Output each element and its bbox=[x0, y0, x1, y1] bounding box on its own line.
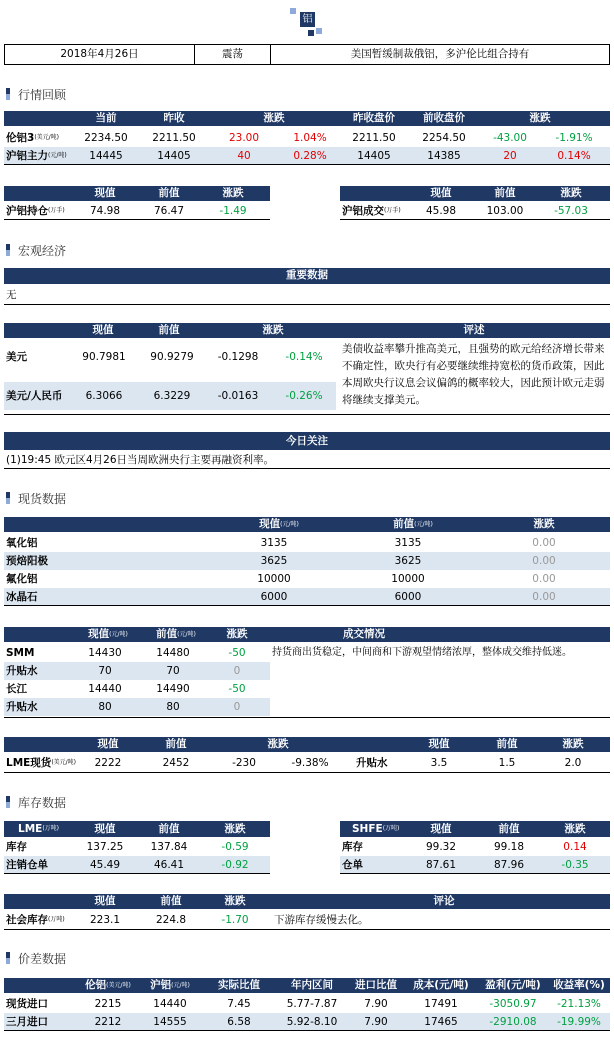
lme-stock-row: 库存 137.25 137.84 -0.59 bbox=[6, 841, 249, 853]
position-header: 现值 前值 涨跌 bbox=[4, 186, 270, 201]
lme-spot-row: LME现货$^{(美元/吨)}$ 2222 2452 -230 -9.38% 升贴水 3.5 1.5 2.0 bbox=[4, 754, 610, 773]
shfe-stock-row: 仓单 87.61 87.96 -0.35 bbox=[340, 856, 610, 874]
today-row: (1)19:45 欧元区4月26日当周欧洲央行主要再融资利率。 bbox=[4, 451, 610, 469]
report-date: 2018年4月26日 bbox=[5, 45, 195, 64]
section-stock: 库存数据 bbox=[6, 794, 66, 810]
spread-header: 伦铝$^{(美元/吨)}$ 沪铝$^{(元/吨)}$ 实际比值 年内区间 进口比值 成本(元/吨) 盈利(元/吨) 收益率(%) bbox=[4, 978, 610, 993]
today-header: 今日关注 bbox=[4, 432, 610, 450]
key-data-row: 无 bbox=[4, 286, 610, 305]
logo-char: 铝 bbox=[300, 12, 315, 27]
info-bar bbox=[4, 44, 610, 65]
market-row-lme: 伦铝$3^{(美元/吨)}$ 2234.50 2211.50 23.00 1.04% 2211.50 2254.50 -43.00 -1.91% bbox=[6, 132, 593, 144]
spot-market-row: SMM 14430 14480 -50 bbox=[6, 647, 246, 659]
position-row: 沪铝持仓$^{(万手)}$ 74.98 76.47 -1.49 bbox=[4, 202, 270, 220]
market-row-shfe: 沪铝主力$^{(元/吨)}$ 14445 14405 40 0.28% 14405 14385 20 0.14% bbox=[4, 147, 610, 165]
shfe-stock-header: $SHFE^{(万吨)}$ 现值 前值 涨跌 bbox=[340, 821, 610, 837]
spot-raw-header: 现值$^{(元/吨)}$ 前值$^{(元/吨)}$ 涨跌 bbox=[4, 517, 610, 532]
spread-row: 三月进口 2212 14555 6.58 5.92-8.10 7.90 17465 -2910.08 -19.99% bbox=[4, 1013, 610, 1031]
key-data-header: 重要数据 bbox=[4, 268, 610, 284]
fx-header: 现值 前值 涨跌 评述 bbox=[4, 323, 610, 338]
spot-market-row: 升贴水 80 80 0 bbox=[4, 698, 270, 716]
spot-raw-row: 氟化铝 10000 10000 0.00 bbox=[6, 573, 556, 585]
spread-row: 现货进口 2215 14440 7.45 5.77-7.87 7.90 17491 -3050.97 -21.13% bbox=[6, 998, 601, 1010]
trend-label: 震荡 bbox=[195, 45, 271, 64]
social-stock-row: 社会库存$^{(万吨)}$ 223.1 224.8 -1.70 下游库存缓慢去化。 bbox=[4, 911, 610, 930]
spot-market-row: 长江 14440 14490 -50 bbox=[6, 683, 246, 695]
fx-row-usdcny: 美元/人民币 6.3066 6.3229 -0.0163 -0.26% bbox=[4, 382, 336, 410]
spot-raw-row: 氧化铝 3135 3135 0.00 bbox=[6, 537, 556, 549]
section-spot: 现货数据 bbox=[6, 490, 66, 506]
aluminum-logo bbox=[286, 6, 330, 40]
fx-row-usd: 美元 90.7981 90.9279 -0.1298 -0.14% bbox=[6, 351, 323, 363]
lme-stock-header: $LME^{(万吨)}$ 现值 前值 涨跌 bbox=[4, 821, 270, 837]
lme-spot-header: 现值 前值 涨跌 现值 前值 涨跌 bbox=[4, 737, 610, 752]
spot-raw-row: 冰晶石 6000 6000 0.00 bbox=[4, 588, 610, 606]
shfe-stock-row: 库存 99.32 99.18 0.14 bbox=[342, 841, 587, 853]
lme-stock-row: 注销仓单 45.49 46.41 -0.92 bbox=[4, 856, 270, 874]
fx-comment: 美债收益率攀升推高美元，且强势的欧元给经济增长带来不确定性，欧央行有必要继续维持宽松的货币政策，因此本周欧央行议息会议偏鸽的概率较大，因此预计欧元走弱将继续支撑美元。 bbox=[342, 343, 605, 406]
social-stock-header: 现值 前值 涨跌 评论 bbox=[4, 894, 610, 909]
volume-header: 现值 前值 涨跌 bbox=[340, 186, 610, 201]
section-spread: 价差数据 bbox=[6, 950, 66, 966]
section-market: 行情回顾 bbox=[6, 86, 66, 102]
spot-raw-row: 预焙阳极 3625 3625 0.00 bbox=[4, 552, 610, 570]
market-header: 当前 昨收 涨跌 昨收盘价 前收盘价 涨跌 bbox=[4, 111, 610, 126]
spot-market-comment: 持货商出货稳定，中间商和下游观望情绪浓厚，整体成交维持低迷。 bbox=[272, 647, 572, 658]
spot-market-header: 现值$^{(元/吨)}$ 前值$^{(元/吨)}$ 涨跌 成交情况 bbox=[4, 627, 610, 642]
spot-market-row: 升贴水 70 70 0 bbox=[4, 662, 270, 680]
volume-row: 沪铝成交$^{(万手)}$ 45.98 103.00 -57.03 bbox=[340, 202, 610, 220]
section-macro: 宏观经济 bbox=[6, 242, 66, 258]
headline: 美国暂缓制裁俄铝，多沪伦比组合持有 bbox=[350, 48, 530, 60]
